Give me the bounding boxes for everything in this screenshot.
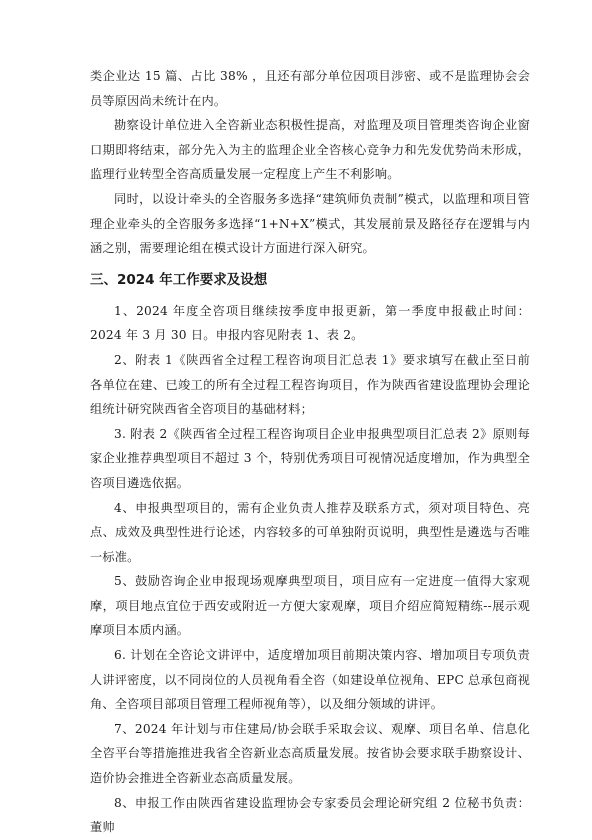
paragraph-survey-design: 勘察设计单位进入全咨新业态积极性提高，对监理及项目管理类咨询企业窗口期即将结束，部分先入为主的监理企业全咨核心竞争力和先发优势尚未形成，监理行业转型全咨高质量发展一定程度上产生不利影响。 [90,118,530,182]
list-item: 1、2024 年度全咨项目继续按季度申报更新，第一季度申报截止时间：2024 年 3 月 30 日。申报内容见附表 1、表 2。 [90,303,530,343]
section-heading: 三、2024 年工作要求及设想 [90,271,268,288]
list-item: 3. 附表 2《陕西省全过程工程咨询项目企业申报典型项目汇总表 2》原则每家企业推荐典型项目不超过 3 个，特别优秀项目可视情况适度增加，作为典型全咨项目遴选依据。 [90,426,530,490]
paragraph-continued: 类企业达 15 篇、占比 38% ，且还有部分单位因项目涉密、或不是监理协会会员等原因尚未统计在内。 [90,69,530,108]
list-item: 8、申报工作由陕西省建设监理协会专家委员会理论研究组 2 位秘书负责：董帅 [90,795,530,835]
paragraph-service-models: 同时，以设计牵头的全咨服务多选择“建筑师负责制”模式，以监理和项目管理企业牵头的全咨服务多选择“1+N+X”模式，其发展前景及路径存在逻辑与内涵之别，需要理论组在模式设计方面进行深入研究。 [90,191,530,256]
list-item: 2、附表 1《陕西省全过程工程咨询项目汇总表 1》要求填写在截止至日前各单位在建、已竣工的所有全过程工程咨询项目，作为陕西省建设监理协会理论组统计研究陕西省全咨项目的基础材料； [90,352,530,417]
document-body [90,64,530,840]
list-item: 5、鼓励咨询企业申报现场观摩典型项目，项目应有一定进度一值得大家观摩，项目地点宜位于西安或附近一方便大家观摩，项目介绍应简短精练--展示观摩项目本质内涵。 [90,574,530,638]
list-item: 6. 计划在全咨论文讲评中，适度增加项目前期决策内容、增加项目专项负责人讲评密度，以不同岗位的人员视角看全咨（如建设单位视角、EPC 总承包商视角、全咨项目部项目管理工程师视角等），以及细分领域的讲评。 [90,648,530,712]
list-item: 4、申报典型项目的，需有企业负责人推荐及联系方式，须对项目特色、亮点、成效及典型性进行论述，内容较多的可单独附页说明，典型性是遴选与否唯一标准。 [90,500,530,564]
list-item: 7、2024 年计划与市住建局/协会联手采取会议、观摩、项目名单、信息化全咨平台等措施推进我省全咨新业态高质量发展。按省协会要求联手勘察设计、造价协会推进全咨新业态高质量发展。 [90,721,530,786]
